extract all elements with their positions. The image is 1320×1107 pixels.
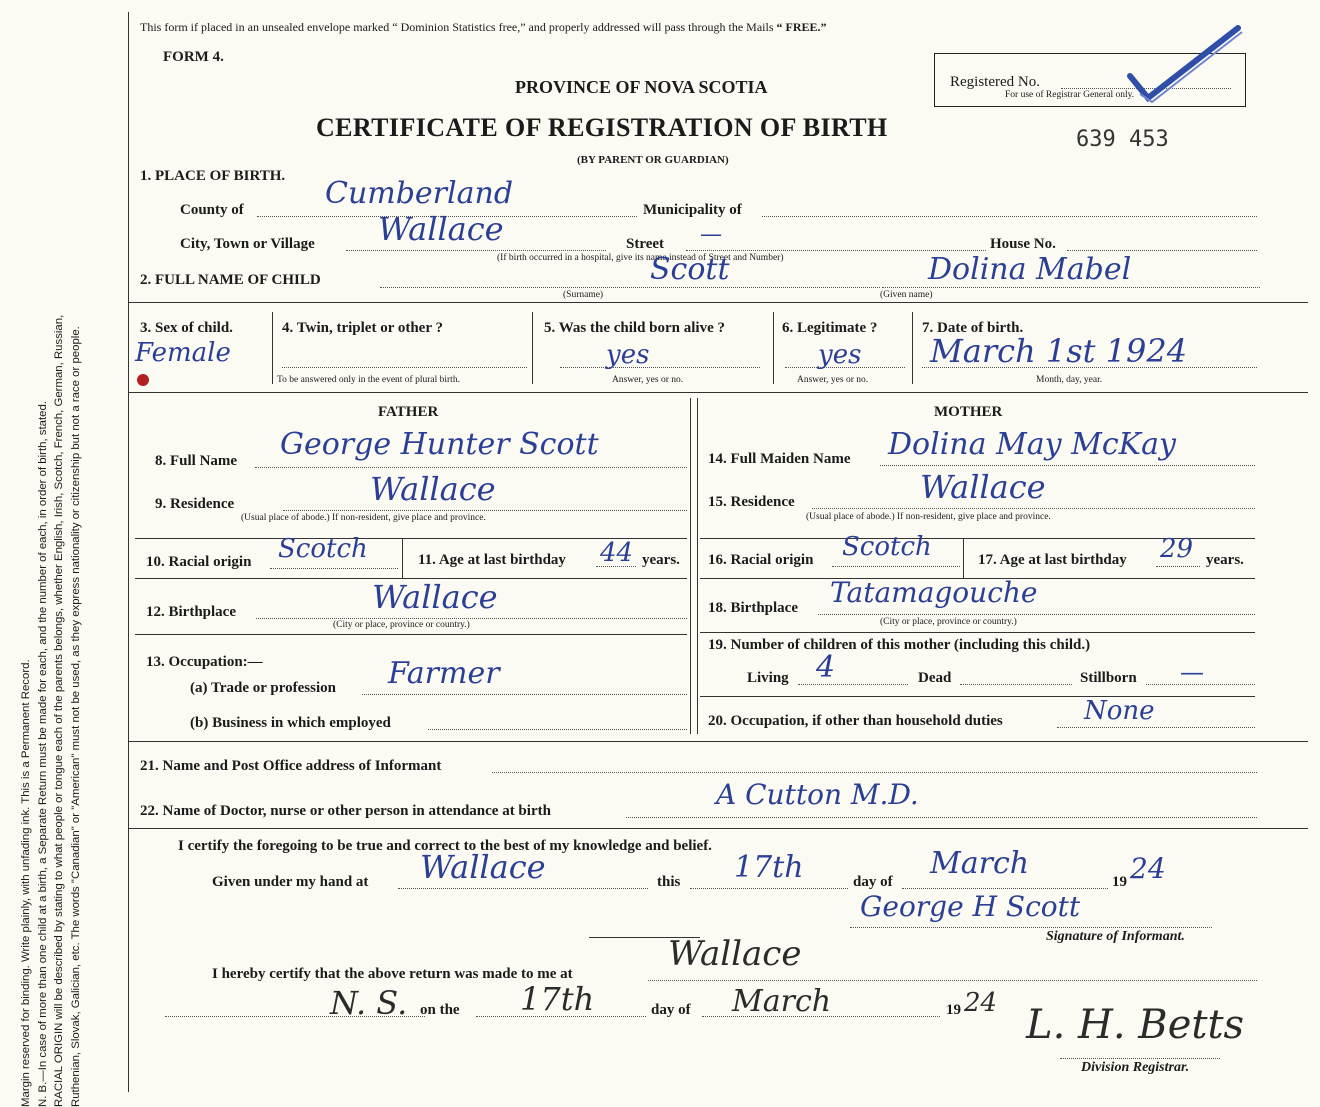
stillborn-label: Stillborn — [1080, 670, 1137, 686]
mother-residence-value: Wallace — [920, 468, 1046, 506]
municipality-label: Municipality of — [643, 202, 742, 218]
house-line — [1067, 250, 1257, 251]
given-name-value: Dolina Mabel — [928, 252, 1132, 287]
dob-caption: Month, day, year. — [1036, 375, 1103, 385]
registrar-signature-line — [1060, 1058, 1220, 1059]
stamped-number: 639 453 — [1076, 127, 1169, 152]
mother-racial-value: Scotch — [842, 532, 932, 562]
father-age-value: 44 — [600, 538, 634, 568]
father-occupation-label: 13. Occupation:— — [146, 654, 263, 670]
father-name-value: George Hunter Scott — [280, 427, 599, 462]
attendant-value: A Cutton M.D. — [716, 778, 919, 811]
mother-residence-label: 15. Residence — [708, 494, 795, 510]
sex-value: Female — [135, 338, 231, 368]
informant-signature: George H Scott — [860, 890, 1081, 923]
legitimate-caption: Answer, yes or no. — [797, 375, 869, 385]
stillborn-value: — — [1180, 658, 1204, 686]
father-age-label: 11. Age at last birthday — [418, 552, 566, 568]
certification-day-line — [690, 888, 848, 889]
mother-racial-label: 16. Racial origin — [708, 552, 814, 568]
certification-year-value: 24 — [1130, 852, 1166, 885]
dead-line — [960, 684, 1072, 685]
surname-line — [380, 287, 880, 288]
father-racial-label: 10. Racial origin — [146, 554, 252, 570]
divider-parents — [128, 392, 1308, 393]
red-ink-dot — [137, 374, 149, 386]
informant-label: 21. Name and Post Office address of Informant — [140, 758, 442, 774]
alive-label: 5. Was the child born alive ? — [544, 320, 725, 336]
box-divider-4 — [912, 312, 913, 384]
twin-line — [282, 367, 527, 368]
county-value: Cumberland — [325, 176, 514, 211]
province-heading: PROVINCE OF NOVA SCOTIA — [515, 77, 768, 97]
registrar-year-prefix: 19 — [946, 1002, 961, 1018]
mother-age-label: 17. Age at last birthday — [978, 552, 1127, 568]
registered-label: Registered No. — [950, 74, 1040, 90]
margin-note-2: N. B.—In case of more than one child at a birth, a Separate Return must be made for each, and the number of each, in order of birth, stated. — [36, 401, 49, 1107]
mother-residence-caption: (Usual place of abode.) If non-resident, give place and province. — [806, 512, 1051, 522]
mother-occupation-value: None — [1084, 696, 1155, 726]
legitimate-value: yes — [818, 340, 862, 370]
father-residence-caption: (Usual place of abode.) If non-resident, give place and province. — [241, 513, 486, 523]
registrar-month-value: March — [732, 984, 832, 1019]
father-age-unit: years. — [642, 552, 680, 568]
form-left-border — [128, 12, 129, 1092]
dead-label: Dead — [918, 670, 952, 686]
place-of-birth-label: 1. PLACE OF BIRTH. — [140, 168, 286, 184]
mother-birthplace-line — [818, 614, 1255, 615]
alive-value: yes — [606, 340, 650, 370]
surname-value: Scott — [650, 252, 730, 287]
given-under-label: Given under my hand at — [212, 874, 369, 890]
father-birthplace-caption: (City or place, province or country.) — [333, 620, 470, 630]
father-birthplace-value: Wallace — [372, 578, 498, 616]
certificate-title: CERTIFICATE OF REGISTRATION OF BIRTH — [316, 113, 888, 142]
margin-note-4: Ruthenian, Slovak, Galician, etc. The words "Canadian" or "American" must not be used, as they express nationality or citizenship but not a race or people. — [69, 326, 82, 1107]
mother-name-line — [880, 465, 1255, 466]
father-trade-line — [362, 694, 687, 695]
parent-column-divider-right — [697, 398, 698, 734]
mother-age-value: 29 — [1160, 534, 1194, 564]
certification-month-line — [902, 888, 1108, 889]
father-name-line — [255, 467, 687, 468]
checkmark-icon — [1120, 14, 1250, 104]
mail-notice-free: “ FREE.” — [776, 20, 827, 34]
municipality-line — [762, 216, 1257, 217]
certification-statement: I certify the foregoing to be true and correct to the best of my knowledge and belief. — [178, 838, 712, 854]
twin-label: 4. Twin, triplet or other ? — [282, 320, 443, 336]
registrar-place-line — [648, 980, 1257, 981]
father-birthplace-line — [256, 618, 687, 619]
mail-notice — [140, 20, 827, 35]
mother-racial-line — [832, 566, 960, 567]
living-value: 4 — [816, 650, 836, 685]
registrar-statement: I hereby certify that the above return was made to me at — [212, 966, 573, 982]
county-label: County of — [180, 202, 244, 218]
mother-birthplace-caption: (City or place, province or country.) — [880, 617, 1017, 627]
form-number: FORM 4. — [163, 49, 224, 65]
father-business-label: (b) Business in which employed — [190, 715, 391, 731]
father-residence-line — [283, 510, 687, 511]
attendant-line — [626, 817, 1257, 818]
mother-racial-divider — [963, 538, 964, 578]
margin-note-3: RACIAL ORIGIN will be described by stating to what people or tongue each of the parents belongs, whether English, Irish, Scotch, French, German, Russian, — [53, 314, 65, 1107]
mother-occupation-label: 20. Occupation, if other than household duties — [708, 713, 1003, 729]
mother-name-label: 14. Full Maiden Name — [708, 451, 851, 467]
registered-note: For use of Registrar General only. — [1005, 90, 1135, 100]
living-line — [798, 684, 908, 685]
father-racial-line — [270, 568, 398, 569]
divider-certification — [128, 828, 1308, 829]
registrar-day-value: 17th — [520, 980, 595, 1018]
father-trade-label: (a) Trade or profession — [190, 680, 336, 696]
box-divider-3 — [773, 312, 774, 384]
informant-line — [492, 772, 1257, 773]
father-trade-value: Farmer — [388, 656, 500, 691]
box-divider-2 — [532, 312, 533, 384]
father-name-label: 8. Full Name — [155, 453, 238, 469]
father-racial-divider — [402, 538, 403, 578]
mother-birthplace-bottom — [700, 632, 1255, 633]
city-line — [346, 250, 606, 251]
mail-notice-text: This form if placed in an unsealed envelope marked “ Dominion Statistics free,” and properly addressed will pass through the Mails — [140, 20, 774, 34]
father-residence-value: Wallace — [370, 470, 496, 508]
father-heading: FATHER — [378, 404, 439, 420]
registrar-signature-caption: Division Registrar. — [1081, 1060, 1190, 1075]
alive-caption: Answer, yes or no. — [612, 375, 684, 385]
given-name-caption: (Given name) — [880, 290, 933, 300]
father-business-line — [428, 729, 687, 730]
city-label: City, Town or Village — [180, 236, 315, 252]
divider-top-boxes — [128, 302, 1308, 303]
certification-month-value: March — [930, 846, 1030, 881]
margin-note-1: Margin reserved for binding. Write plainly, with unfading ink. This is a Permanent Record. — [20, 659, 32, 1107]
twin-note: To be answered only in the event of plural birth. — [277, 375, 460, 385]
dob-label: 7. Date of birth. — [922, 320, 1024, 336]
registrar-signature: L. H. Betts — [1026, 1002, 1245, 1048]
box-divider-1 — [272, 312, 273, 384]
mother-heading: MOTHER — [934, 404, 1003, 420]
mother-children-label: 19. Number of children of this mother (including this child.) — [708, 637, 1091, 653]
registrar-place2-value: N. S. — [330, 984, 408, 1022]
given-place-value: Wallace — [420, 848, 546, 886]
certification-day-value: 17th — [734, 850, 804, 885]
mother-birthplace-value: Tatamagouche — [830, 576, 1038, 609]
father-birthplace-label: 12. Birthplace — [146, 604, 236, 620]
divider-informant — [128, 741, 1308, 742]
street-value: — — [700, 222, 722, 247]
child-name-label: 2. FULL NAME OF CHILD — [140, 272, 321, 288]
hospital-note: (If birth occurred in a hospital, give its name instead of Street and Number) — [497, 253, 784, 263]
house-label: House No. — [990, 236, 1056, 252]
mother-age-line — [1156, 566, 1200, 567]
parent-column-divider-left — [690, 398, 691, 734]
alive-line — [560, 367, 760, 368]
street-label: Street — [626, 236, 665, 252]
father-birthplace-bottom — [135, 634, 687, 635]
mother-children-bottom — [700, 696, 1255, 697]
margin-notes — [18, 17, 84, 1107]
sex-label: 3. Sex of child. — [140, 320, 233, 336]
certificate-subtitle: (BY PARENT OR GUARDIAN) — [577, 154, 729, 166]
given-name-line — [882, 287, 1260, 288]
registrar-on-label: on the — [420, 1002, 460, 1018]
certification-dayof-label: day of — [853, 874, 893, 890]
attendant-label: 22. Name of Doctor, nurse or other person in attendance at birth — [140, 803, 551, 819]
legitimate-label: 6. Legitimate ? — [782, 320, 878, 336]
informant-signature-line — [850, 927, 1212, 928]
certification-this-label: this — [657, 874, 681, 890]
mother-birthplace-label: 18. Birthplace — [708, 600, 798, 616]
surname-caption: (Surname) — [563, 290, 604, 300]
informant-signature-caption: Signature of Informant. — [1046, 929, 1185, 944]
registrar-dayof-label: day of — [651, 1002, 691, 1018]
father-racial-value: Scotch — [278, 534, 368, 564]
registrar-place-value: Wallace — [668, 934, 802, 974]
dob-value: March 1st 1924 — [930, 332, 1188, 370]
mother-name-value: Dolina May McKay — [888, 427, 1176, 462]
living-label: Living — [747, 670, 789, 686]
street-line — [686, 250, 986, 251]
mother-residence-line — [812, 508, 1255, 509]
city-value: Wallace — [378, 210, 504, 248]
registrar-year-value: 24 — [964, 988, 998, 1018]
father-residence-label: 9. Residence — [155, 496, 235, 512]
certification-year-prefix: 19 — [1112, 874, 1127, 890]
mother-occupation-line — [1057, 727, 1255, 728]
given-place-line — [398, 888, 648, 889]
mother-age-unit: years. — [1206, 552, 1244, 568]
